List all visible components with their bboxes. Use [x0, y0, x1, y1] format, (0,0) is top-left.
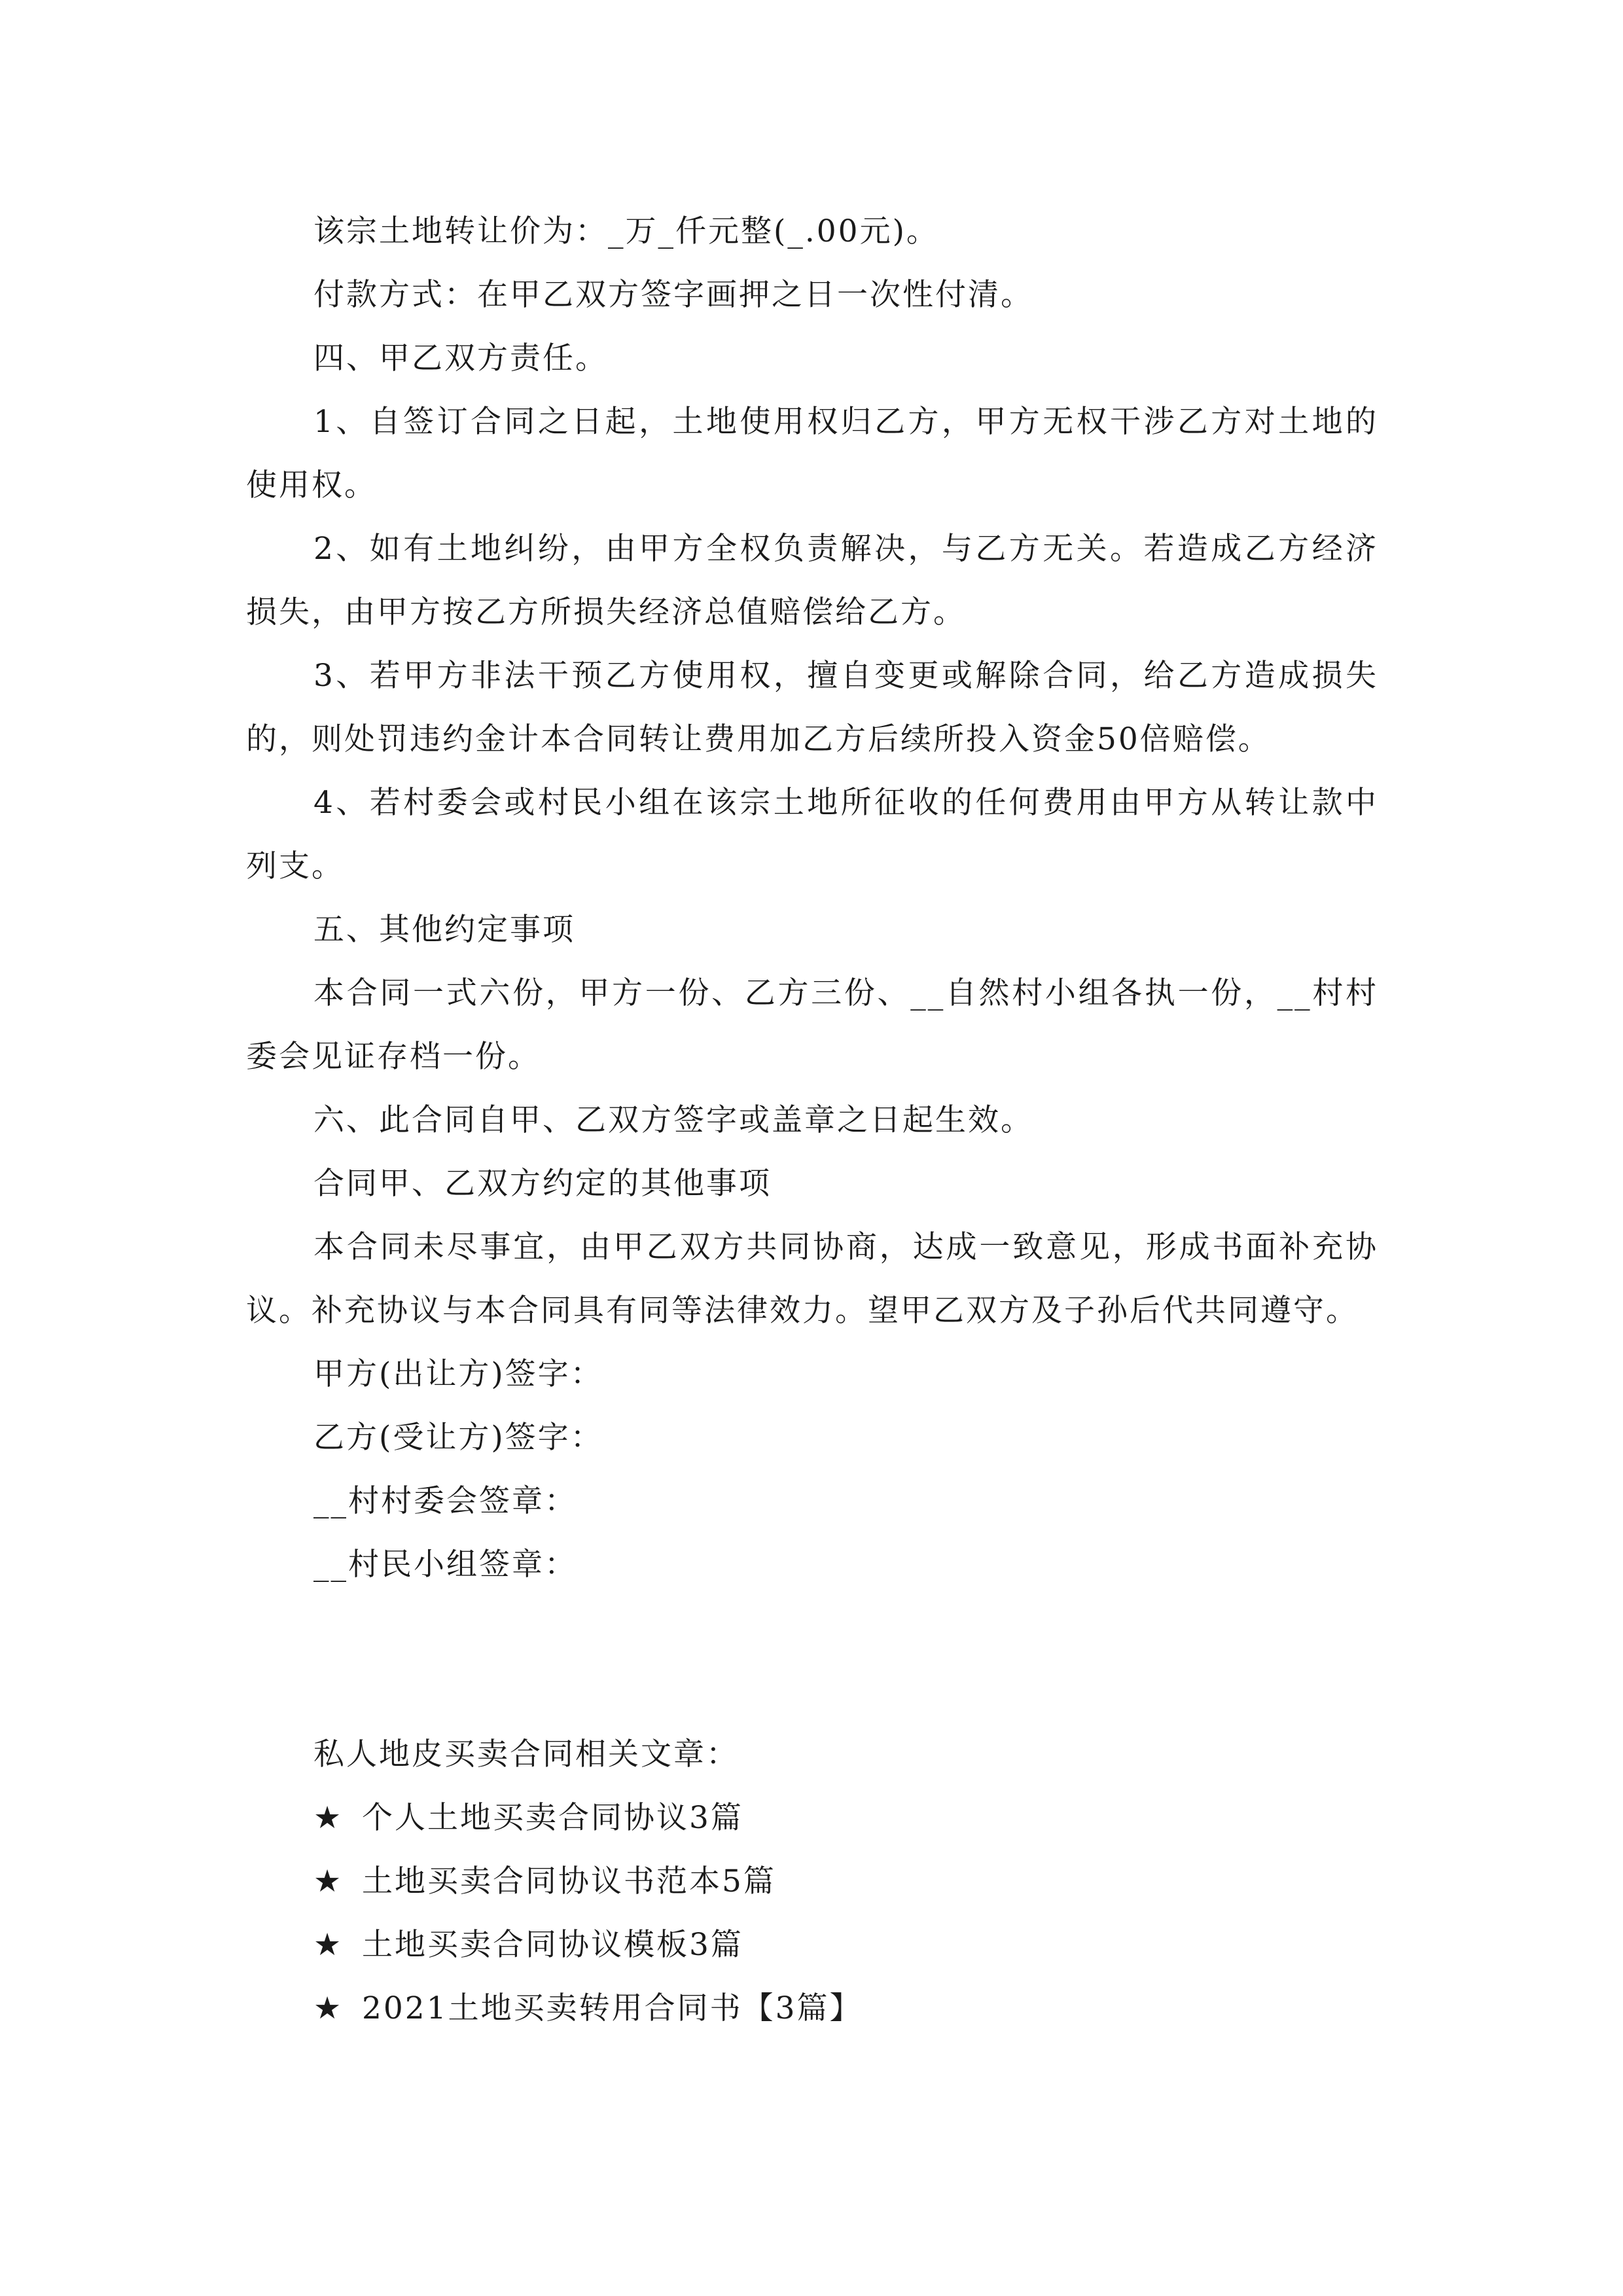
other-matters-heading: 合同甲、乙双方约定的其他事项 [313, 1166, 772, 1202]
payment-line: 付款方式：在甲乙双方签字画押之日一次性付清。 [313, 277, 1033, 313]
document-body [246, 200, 1378, 2040]
spacer [246, 1596, 1378, 1723]
section-heading-responsibilities: 四、甲乙双方责任。 [313, 340, 608, 376]
signature-party-b: 乙方(受让方)签字： [313, 1420, 603, 1456]
related-link-2[interactable] [246, 1850, 1378, 1913]
star-icon: ★ [313, 1800, 344, 1836]
related-link-4[interactable] [246, 1977, 1378, 2040]
star-icon: ★ [313, 1990, 344, 2026]
clause-2: 2、如有土地纠纷，由甲方全权负责解决，与乙方无关。若造成乙方经济损失，由甲方按乙方所损失经济总值赔偿给乙方。 [246, 531, 1378, 630]
star-icon: ★ [313, 1863, 344, 1899]
section-heading-other: 五、其他约定事项 [313, 912, 575, 948]
related-heading: 私人地皮买卖合同相关文章： [313, 1736, 739, 1772]
effective-clause: 六、此合同自甲、乙双方签字或盖章之日起生效。 [313, 1102, 1033, 1138]
related-link-3[interactable] [246, 1913, 1378, 1977]
copies-clause: 本合同一式六份，甲方一份、乙方三份、__自然村小组各执一份，__村村委会见证存档一份。 [246, 975, 1378, 1075]
related-link-1[interactable] [246, 1786, 1378, 1850]
related-link-label: 2021土地买卖转用合同书【3篇】 [362, 1990, 863, 2026]
signature-villager-group: __村民小组签章： [313, 1547, 577, 1583]
clause-4: 4、若村委会或村民小组在该宗土地所征收的任何费用由甲方从转让款中列支。 [246, 785, 1378, 884]
supplement-clause: 本合同未尽事宜，由甲乙双方共同协商，达成一致意见，形成书面补充协议。补充协议与本合同具有同等法律效力。望甲乙双方及子孙后代共同遵守。 [246, 1229, 1378, 1329]
related-link-label: 土地买卖合同协议模板3篇 [362, 1927, 743, 1963]
star-icon: ★ [313, 1927, 344, 1963]
signature-village-committee: __村村委会签章： [313, 1483, 577, 1519]
related-link-label: 个人土地买卖合同协议3篇 [362, 1800, 743, 1836]
signature-party-a: 甲方(出让方)签字： [313, 1356, 603, 1392]
price-line: 该宗土地转让价为：_万_仟元整(_.00元)。 [313, 213, 939, 249]
clause-1: 1、自签订合同之日起，土地使用权归乙方，甲方无权干涉乙方对土地的使用权。 [246, 404, 1378, 503]
related-link-label: 土地买卖合同协议书范本5篇 [362, 1863, 776, 1899]
clause-3: 3、若甲方非法干预乙方使用权，擅自变更或解除合同，给乙方造成损失的，则处罚违约金计本合同转让费用加乙方后续所投入资金50倍赔偿。 [246, 658, 1378, 757]
